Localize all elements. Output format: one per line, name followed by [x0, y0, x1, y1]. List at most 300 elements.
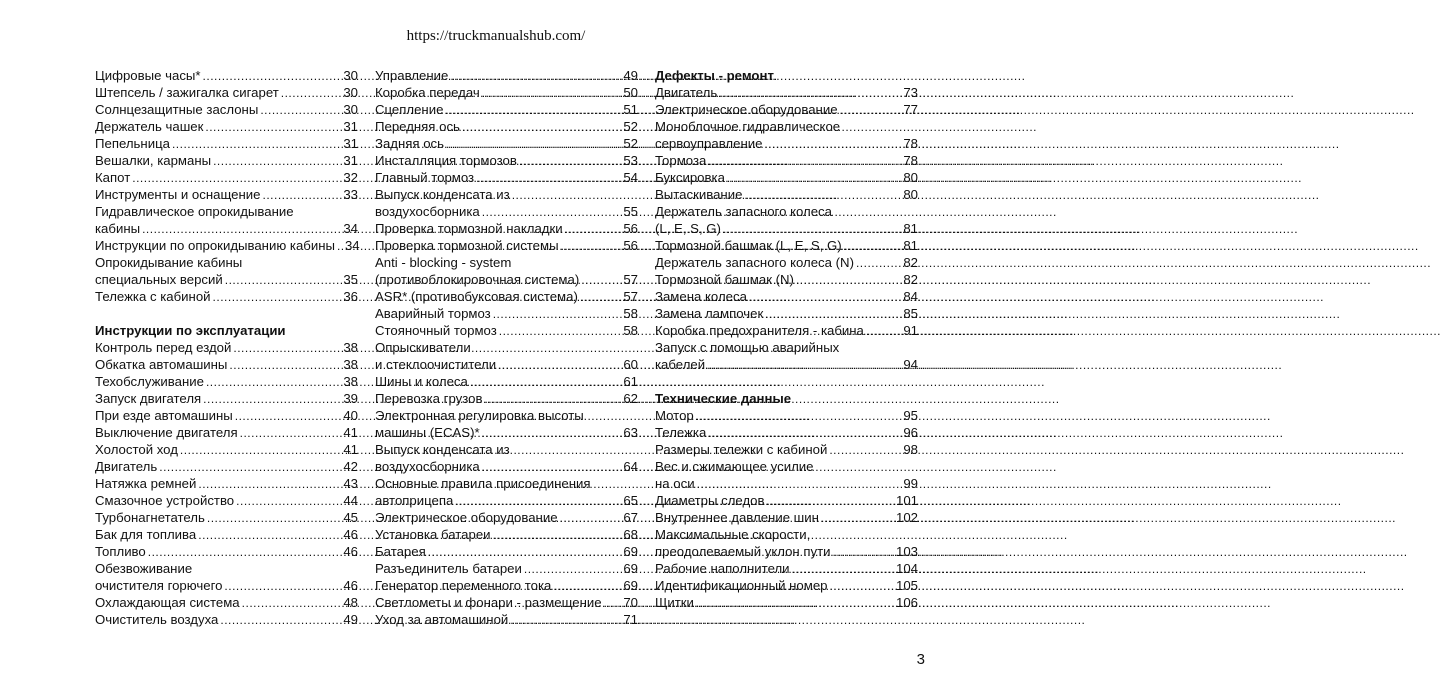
- toc-entry-label: Основные правила присоединения: [375, 476, 591, 491]
- toc-page-number: 67: [623, 510, 638, 525]
- toc-entry: [95, 492, 358, 509]
- dot-leader: [213, 153, 341, 170]
- toc-entry: [655, 407, 918, 424]
- toc-entry-line: [375, 475, 638, 492]
- dot-leader: [833, 544, 894, 561]
- dot-leader: [233, 340, 341, 357]
- dot-leader: [510, 612, 621, 629]
- toc-entry-label: на оси: [655, 476, 695, 491]
- toc-entry: [375, 305, 638, 322]
- toc-page-number: 41: [343, 442, 358, 457]
- toc-entry-label: Опрокидывание кабины: [95, 255, 243, 270]
- toc-entry-label: кабелей: [655, 357, 706, 372]
- toc-page-number: 33: [343, 187, 358, 202]
- toc-page-number: 49: [623, 68, 638, 83]
- toc-section-heading: [655, 390, 918, 407]
- toc-entry-label: Диаметры следов: [655, 493, 765, 508]
- dot-leader: [203, 68, 342, 85]
- toc-entry-label: Аварийный тормоз: [375, 306, 491, 321]
- toc-entry: [655, 101, 918, 118]
- toc-entry-label: преодолеваемый уклон пути: [655, 544, 831, 559]
- dot-leader: [719, 85, 901, 102]
- toc-entry-label: Выпуск конденсата из: [375, 442, 510, 457]
- toc-entry-label: Инструменты и оснащение: [95, 187, 261, 202]
- dot-leader: [796, 272, 901, 289]
- toc-page-number: 73: [903, 85, 918, 100]
- toc-entry-label: Установка батареи: [375, 527, 491, 542]
- toc-page-number: 46: [343, 578, 358, 593]
- toc-page-number: . 65: [616, 493, 638, 508]
- toc-page-number: 32: [343, 170, 358, 185]
- toc-entry-label: Максимальные скорости,: [655, 527, 811, 542]
- toc-page-number: 31: [343, 119, 358, 134]
- dot-leader: [560, 510, 622, 527]
- toc-entry: [95, 220, 358, 237]
- toc-page-number: 45: [343, 510, 358, 525]
- toc-entry: [95, 441, 358, 458]
- toc-entry: [655, 220, 918, 237]
- toc-page-number: 56: [623, 238, 638, 253]
- toc-entry-label: Штепсель / зажигалка сигарет: [95, 85, 279, 100]
- toc-page-number: 81: [903, 221, 918, 236]
- dot-leader: [220, 612, 341, 629]
- toc-entry: [95, 135, 358, 152]
- dot-leader: [446, 136, 621, 153]
- toc-entry-label: Тормозной башмак (L, E, S, G): [655, 238, 842, 253]
- dot-leader: [749, 289, 901, 306]
- toc-entry: [655, 560, 918, 577]
- dot-leader: [553, 578, 621, 595]
- dot-leader: [445, 102, 621, 119]
- dot-leader: [236, 493, 341, 510]
- toc-page-number: 84: [903, 289, 918, 304]
- toc-entry-label: Вытаскивание: [655, 187, 743, 202]
- toc-entry-label: Тормозной башмак (N): [655, 272, 794, 287]
- dot-leader: [225, 272, 342, 289]
- toc-entry-label: Вешалки, карманы: [95, 153, 212, 168]
- toc-entry: [655, 492, 918, 509]
- toc-entry-label: ASR* (противобуксовая система): [375, 289, 578, 304]
- toc-entry: [375, 526, 638, 543]
- toc-entry-label: Задняя ось: [375, 136, 445, 151]
- toc-page-number: 44: [343, 493, 358, 508]
- toc-entry-line: [375, 441, 638, 458]
- toc-page-number: 34: [344, 238, 360, 253]
- toc-page-number: 102: [895, 510, 918, 525]
- toc-entry-line: [375, 339, 638, 356]
- dot-leader: [242, 595, 342, 612]
- toc-page-number: 104: [895, 561, 918, 576]
- toc-entry: [655, 356, 918, 373]
- toc-entry-label: Батарея: [375, 544, 426, 559]
- toc-page-number: 54: [623, 170, 638, 185]
- toc-page-number: 46: [343, 527, 358, 542]
- toc-entry-label: Солнцезащитные заслоны: [95, 102, 259, 117]
- toc-entry-label: Двигатель: [655, 85, 718, 100]
- toc-entry: [655, 152, 918, 169]
- toc-page-number: 105: [895, 578, 918, 593]
- toc-page-number: 57: [623, 289, 638, 304]
- toc-entry-label: Двигатель: [95, 459, 158, 474]
- toc-entry-label: Электронная регулировка высоты: [375, 408, 584, 423]
- toc-entry-label: Сцепление: [375, 102, 444, 117]
- toc-entry-label: Контроль перед ездой: [95, 340, 232, 355]
- toc-page-number: 69: [623, 544, 638, 559]
- toc-entry-label: Буксировка: [655, 170, 725, 185]
- toc-page-number: 58: [623, 323, 638, 338]
- toc-entry: [375, 271, 638, 288]
- dot-leader: [766, 493, 894, 510]
- toc-entry-label: Электрическое оборудование: [375, 510, 558, 525]
- toc-entry: [655, 475, 918, 492]
- toc-entry-label: Разъединитель батареи: [375, 561, 522, 576]
- toc-page-number: 30: [343, 68, 358, 83]
- toc-entry-label: Перевозка грузов: [375, 391, 483, 406]
- dot-leader: [524, 561, 621, 578]
- toc-page-number: 35: [343, 272, 358, 287]
- toc-page-number: 95: [903, 408, 918, 423]
- dot-leader: [830, 578, 894, 595]
- toc-entry-label: Холостой ход: [95, 442, 178, 457]
- toc-entry: [375, 67, 638, 84]
- toc-entry-label: Передняя ось: [375, 119, 460, 134]
- toc-entry-label: Инструкции по опрокидыванию кабины: [95, 238, 335, 253]
- toc-entry-label: Тележка с кабиной: [95, 289, 211, 304]
- toc-entry-label: Тормоза: [655, 153, 707, 168]
- toc-entry: [375, 611, 638, 628]
- dot-leader: [844, 238, 902, 255]
- toc-entry: [655, 322, 918, 339]
- toc-entry: [655, 288, 918, 305]
- toc-entry-label: Проверка тормозной системы: [375, 238, 559, 253]
- dot-leader: [482, 459, 622, 476]
- toc-entry-label: Технические данные: [655, 391, 792, 406]
- dot-leader: [240, 425, 342, 442]
- toc-entry: [655, 237, 918, 254]
- dot-leader: [198, 476, 341, 493]
- toc-entry: [375, 101, 638, 118]
- toc-page-number: 50: [623, 85, 638, 100]
- toc-entry-label: Держатель запасного колеса: [655, 204, 832, 219]
- toc-page-number: 31: [343, 153, 358, 168]
- dot-leader: [696, 595, 894, 612]
- dot-leader: [206, 374, 341, 391]
- toc-entry-label: Дефекты - ремонт: [655, 68, 774, 83]
- toc-entry-label: Выключение двигателя: [95, 425, 238, 440]
- dot-leader: [493, 306, 622, 323]
- dot-leader: [792, 561, 894, 578]
- toc-entry-label: автоприцепа: [375, 493, 454, 508]
- toc-entry: [655, 543, 918, 560]
- toc-entry-label: Рабочие наполнители: [655, 561, 790, 576]
- toc-entry-line: [655, 339, 918, 356]
- toc-entry: [375, 424, 638, 441]
- toc-entry: [655, 186, 918, 203]
- toc-entry-label: Топливо: [95, 544, 146, 559]
- dot-leader: [493, 527, 622, 544]
- toc-column-2: [375, 67, 638, 628]
- toc-entry-label: Коробка передач: [375, 85, 480, 100]
- toc-entry: [375, 492, 638, 509]
- dot-leader: [281, 85, 342, 102]
- toc-entry: [95, 373, 358, 390]
- toc-page-number: 71: [623, 612, 638, 627]
- toc-page-number: 40: [343, 408, 358, 423]
- toc-entry: [655, 424, 918, 441]
- dot-leader: [484, 391, 621, 408]
- toc-entry: [655, 135, 918, 152]
- toc-page-number: 46: [343, 544, 358, 559]
- toc-page-number: 80: [903, 187, 918, 202]
- toc-entry: [655, 577, 918, 594]
- dot-leader: [697, 476, 902, 493]
- toc-entry-label: Идентификационный номер: [655, 578, 828, 593]
- toc-entry: [655, 594, 918, 611]
- toc-page-number: 68: [623, 527, 638, 542]
- toc-entry: [375, 390, 638, 407]
- toc-entry-label: сервоуправление: [655, 136, 763, 151]
- toc-entry-line: [375, 254, 638, 271]
- toc-entry: [95, 67, 358, 84]
- toc-entry: [375, 560, 638, 577]
- toc-entry-label: кабины: [95, 221, 141, 236]
- toc-entry: [95, 424, 358, 441]
- dot-leader: [455, 493, 614, 510]
- dot-leader: [482, 85, 622, 102]
- toc-page-number: 63: [623, 425, 638, 440]
- toc-entry-label: Бак для топлива: [95, 527, 197, 542]
- toc-entry-label: (L, E, S, G): [655, 221, 721, 236]
- toc-entry-label: Anti - blocking - system: [375, 255, 512, 270]
- dot-leader: [213, 289, 342, 306]
- toc-page-number: 94: [903, 357, 918, 372]
- toc-entry: [95, 509, 358, 526]
- toc-entry-label: Моноблочное гидравлическое: [655, 119, 841, 134]
- toc-entry: [95, 101, 358, 118]
- toc-entry-label: Уход за автомашиной: [375, 612, 509, 627]
- toc-entry-label: Коробка предохранителя - кабина: [655, 323, 864, 338]
- toc-page-number: 30: [343, 102, 358, 117]
- dot-leader: [482, 204, 622, 221]
- toc-page-number: 34: [343, 221, 358, 236]
- toc-entry-label: Турбонагнетатель: [95, 510, 205, 525]
- dot-leader: [499, 323, 622, 340]
- toc-entry-label: Инсталляция тормозов: [375, 153, 517, 168]
- toc-entry: [655, 509, 918, 526]
- dot-leader: [132, 170, 341, 187]
- toc-entry: [375, 135, 638, 152]
- toc-page-number: 62: [623, 391, 638, 406]
- toc-page-number: 38: [343, 340, 358, 355]
- toc-entry-line: [655, 203, 918, 220]
- toc-page-number: 36: [343, 289, 358, 304]
- toc-entry-label: Мотор: [655, 408, 694, 423]
- dot-leader: [205, 119, 341, 136]
- dot-leader: [765, 306, 901, 323]
- toc-page-number: 58: [623, 306, 638, 321]
- toc-page-number: 99: [903, 476, 918, 491]
- toc-entry: [95, 118, 358, 135]
- toc-page-number: 103: [895, 544, 918, 559]
- toc-page-number: 82: [903, 255, 918, 270]
- toc-entry: [95, 237, 358, 254]
- dot-leader: [159, 459, 341, 476]
- toc-page-number: 52: [623, 119, 638, 134]
- dot-leader: [482, 425, 622, 442]
- toc-page-number: 85: [903, 306, 918, 321]
- toc-page-number: 81: [903, 238, 918, 253]
- toc-page-number: 69: [623, 578, 638, 593]
- toc-entry: [375, 594, 638, 611]
- toc-page-number: 55: [623, 204, 638, 219]
- dot-leader: [581, 272, 621, 289]
- toc-entry-label: Обезвоживание: [95, 561, 193, 576]
- toc-entry-label: Обкатка автомашины: [95, 357, 228, 372]
- toc-entry-label: машины (ECAS)*: [375, 425, 480, 440]
- toc-page-number: 48: [343, 595, 358, 610]
- dot-leader: [172, 136, 341, 153]
- toc-page-number: 101: [895, 493, 918, 508]
- toc-entry-label: Управление: [375, 68, 449, 83]
- toc-entry-label: Замена лампочек: [655, 306, 764, 321]
- dot-leader: [235, 408, 342, 425]
- toc-entry: [375, 220, 638, 237]
- toc-entry: [375, 84, 638, 101]
- toc-entry: [655, 441, 918, 458]
- toc-entry: [375, 322, 638, 339]
- toc-entry: [375, 152, 638, 169]
- toc-entry-label: Пепельница: [95, 136, 170, 151]
- toc-page-number: 78: [903, 136, 918, 151]
- toc-entry: [655, 305, 918, 322]
- toc-entry-label: Капот: [95, 170, 131, 185]
- dot-leader: [207, 510, 341, 527]
- dot-leader: [840, 102, 902, 119]
- toc-entry: [375, 458, 638, 475]
- dot-leader: [450, 68, 621, 85]
- toc-entry-label: воздухосборника: [375, 204, 480, 219]
- toc-page-number: 60: [623, 357, 638, 372]
- toc-section-heading: [655, 67, 918, 84]
- dot-leader: [696, 408, 902, 425]
- toc-entry-label: Натяжка ремней: [95, 476, 197, 491]
- toc-entry-label: Шины и колеса: [375, 374, 468, 389]
- toc-page-number: 82: [903, 272, 918, 287]
- toc-entry-line: [375, 407, 638, 424]
- dot-leader: [260, 102, 341, 119]
- toc-entry-label: Очиститель воздуха: [95, 612, 219, 627]
- toc-entry-label: Тележка: [655, 425, 707, 440]
- toc-page-number: 80: [903, 170, 918, 185]
- toc-page-number: 96: [903, 425, 918, 440]
- toc-entry-label: воздухосборника: [375, 459, 480, 474]
- toc-entry-label: очистителя горючего: [95, 578, 223, 593]
- dot-leader: [561, 238, 622, 255]
- dot-leader: [337, 238, 343, 255]
- dot-leader: [727, 170, 901, 187]
- toc-page-number: 61: [623, 374, 638, 389]
- dot-leader: [821, 510, 894, 527]
- dot-leader: [744, 187, 901, 204]
- dot-leader: [565, 221, 622, 238]
- toc-entry-label: Опрыскиватели: [375, 340, 471, 355]
- dot-leader: [708, 425, 901, 442]
- toc-page-number: 57: [623, 272, 638, 287]
- toc-entry: [375, 237, 638, 254]
- toc-entry: [95, 594, 358, 611]
- dot-leader: [764, 136, 901, 153]
- toc-entry-label: Смазочное устройство: [95, 493, 235, 508]
- dot-leader: [580, 289, 621, 306]
- toc-page-number: 106: [895, 595, 918, 610]
- toc-entry-label: Охлаждающая система: [95, 595, 240, 610]
- dot-leader: [263, 187, 342, 204]
- toc-entry: [375, 288, 638, 305]
- toc-entry-label: и стеклоочистители: [375, 357, 497, 372]
- toc-entry-label: Запуск с помощью аварийных: [655, 340, 840, 355]
- toc-entry-line: [655, 458, 918, 475]
- dot-leader: [519, 153, 621, 170]
- toc-entry: [375, 356, 638, 373]
- dot-leader: [604, 595, 622, 612]
- toc-entry: [95, 84, 358, 101]
- toc-entry: [95, 339, 358, 356]
- toc-entry: [95, 611, 358, 628]
- toc-page-number: 91: [903, 323, 918, 338]
- toc-entry: [95, 271, 358, 288]
- dot-leader: [498, 357, 621, 374]
- toc-entry: [655, 254, 918, 271]
- toc-spacer: [95, 305, 358, 322]
- toc-entry-label: Главный тормоз: [375, 170, 475, 185]
- dot-leader: [142, 221, 341, 238]
- toc-page-number: 78: [903, 153, 918, 168]
- toc-entry-label: Стояночный тормоз: [375, 323, 497, 338]
- toc-entry: [95, 458, 358, 475]
- toc-entry-label: Техобслуживание: [95, 374, 204, 389]
- toc-entry-line: [655, 118, 918, 135]
- toc-entry: [95, 543, 358, 560]
- toc-entry-line: [95, 203, 358, 220]
- toc-entry: [655, 84, 918, 101]
- toc-entry-label: Выпуск конденсата из: [375, 187, 510, 202]
- dot-leader: [723, 221, 901, 238]
- toc-entry-label: Светлометы и фонари - размещение: [375, 595, 602, 610]
- toc-page-number: 53: [623, 153, 638, 168]
- toc-entry: [95, 152, 358, 169]
- toc-entry: [375, 577, 638, 594]
- dot-leader: [224, 578, 341, 595]
- toc-entry-line: [375, 186, 638, 203]
- toc-entry: [95, 526, 358, 543]
- toc-entry-label: При езде автомашины: [95, 408, 233, 423]
- toc-entry: [375, 169, 638, 186]
- dot-leader: [148, 544, 342, 561]
- toc-entry-line: [95, 254, 358, 271]
- toc-entry-line: [655, 526, 918, 543]
- toc-entry: [95, 169, 358, 186]
- dot-leader: [866, 323, 901, 340]
- toc-entry: [375, 509, 638, 526]
- toc-entry: [95, 407, 358, 424]
- toc-page-number: 39: [343, 391, 358, 406]
- toc-entry: [375, 543, 638, 560]
- toc-entry-label: Размеры тележки с кабиной: [655, 442, 828, 457]
- toc-entry-label: Вес и сжимающее усилие: [655, 459, 814, 474]
- toc-page-number: 30: [343, 85, 358, 100]
- toc-entry: [375, 373, 638, 390]
- site-url: https://truckmanualshub.com/: [406, 28, 586, 44]
